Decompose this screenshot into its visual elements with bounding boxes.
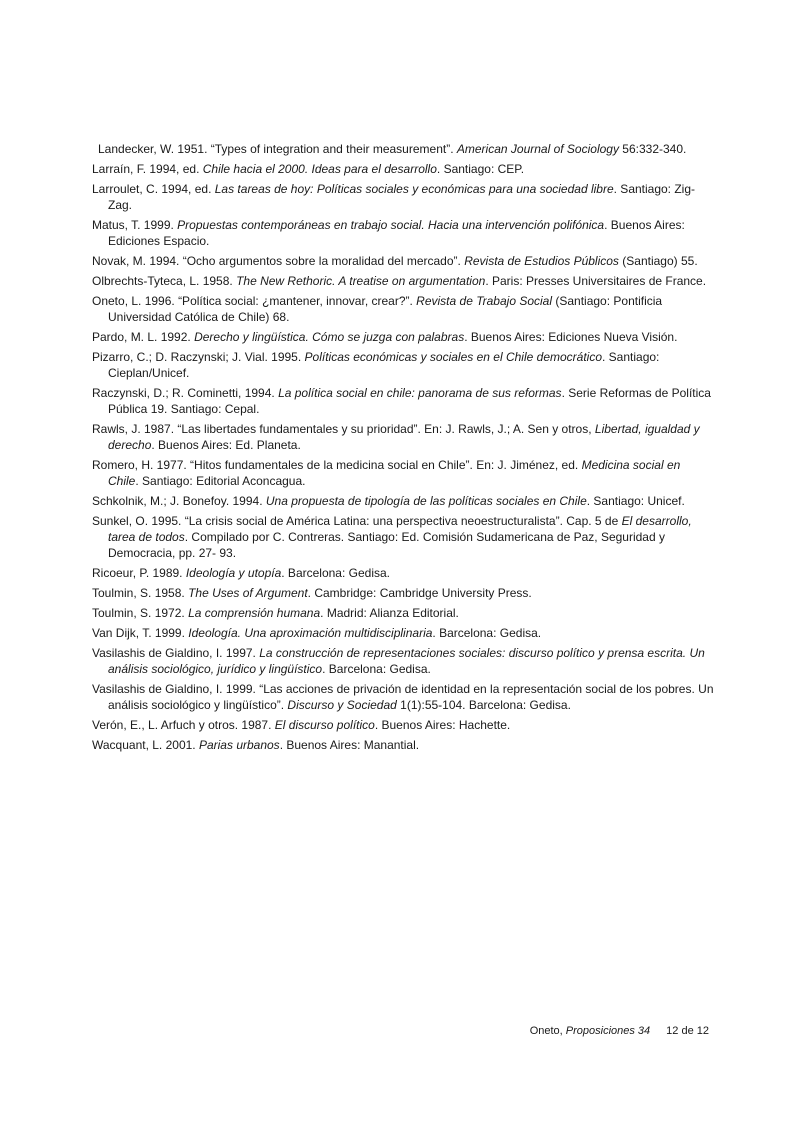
reference-entry	[92, 385, 714, 417]
reference-text: . Santiago: Unicef.	[586, 494, 685, 508]
reference-title: Ideología y utopía	[185, 566, 282, 580]
reference-text: Verón, E., L. Arfuch y otros. 1987.	[92, 718, 275, 732]
reference-list	[92, 141, 714, 757]
reference-text: Olbrechts-Tyteca, L. 1958.	[92, 274, 237, 288]
reference-title: El discurso político	[274, 718, 375, 732]
reference-text: 1(1):55-104. Barcelona: Gedisa.	[396, 698, 571, 712]
reference-text: Vasilashis de Gialdino, I. 1999. “Las acciones de privación de identidad en la representación social de los pobres. Un análisis sociológico y lingüístico”.	[92, 682, 714, 712]
reference-title: Medicina social en Chile	[108, 458, 681, 488]
reference-text: . Buenos Aires: Hachette.	[374, 718, 511, 732]
reference-title: Derecho y lingüística. Cómo se juzga con palabras	[194, 330, 465, 344]
reference-text: . Paris: Presses Universitaires de France.	[485, 274, 707, 288]
reference-entry	[92, 217, 714, 249]
reference-entry	[92, 181, 714, 213]
reference-title: Las tareas de hoy: Políticas sociales y económicas para una sociedad libre	[214, 182, 614, 196]
reference-text: . Barcelona: Gedisa.	[281, 566, 390, 580]
reference-title: Ideología. Una aproximación multidisciplinaria	[188, 626, 433, 640]
reference-text: (Santiago) 55.	[618, 254, 698, 268]
reference-title: Libertad, igualdad y derecho	[108, 422, 700, 452]
reference-entry	[92, 493, 714, 509]
reference-text: . Buenos Aires: Manantial.	[279, 738, 420, 752]
reference-text: Pardo, M. L. 1992.	[92, 330, 195, 344]
reference-entry	[92, 141, 714, 157]
reference-text: Larraín, F. 1994, ed.	[92, 162, 203, 176]
reference-entry	[92, 273, 714, 289]
reference-title: Una propuesta de tipología de las políticas sociales en Chile	[265, 494, 587, 508]
reference-title: Políticas económicas y sociales en el Chile democrático	[304, 350, 602, 364]
reference-title: Chile hacia el 2000. Ideas para el desarrollo	[202, 162, 437, 176]
reference-entry	[92, 293, 714, 325]
reference-title: The New Rethoric. A treatise on argumentation	[236, 274, 486, 288]
reference-text: . Barcelona: Gedisa.	[432, 626, 542, 640]
page-footer	[530, 1025, 709, 1037]
reference-title: Revista de Trabajo Social	[416, 294, 553, 308]
reference-text: Sunkel, O. 1995. “La crisis social de América Latina: una perspectiva neoestructuralista”. Cap. 5 de	[92, 514, 622, 528]
reference-text: Novak, M. 1994. “Ocho argumentos sobre la moralidad del mercado”.	[92, 254, 465, 268]
reference-entry	[92, 349, 714, 381]
reference-text: Vasilashis de Gialdino, I. 1997.	[92, 646, 260, 660]
reference-title: El desarrollo, tarea de todos	[108, 514, 692, 544]
reference-text: . Compilado por C. Contreras. Santiago: Ed. Comisión Sudamericana de Paz, Seguridad y Democracia, pp. 27- 93.	[108, 530, 665, 560]
footer-author: Oneto,	[529, 1025, 566, 1037]
reference-text: Toulmin, S. 1972.	[92, 606, 189, 620]
reference-entry	[92, 625, 714, 641]
reference-title: La política social en chile: panorama de sus reformas	[278, 386, 562, 400]
reference-text: Schkolnik, M.; J. Bonefoy. 1994.	[92, 494, 266, 508]
reference-text: . Cambridge: Cambridge University Press.	[307, 586, 532, 600]
reference-title: La construcción de representaciones sociales: discurso político y prensa escrita. Un análisis sociológico, jurídico y lingüístico	[108, 646, 705, 676]
reference-text: Oneto, L. 1996. “Política social: ¿mantener, innovar, crear?”.	[92, 294, 417, 308]
reference-text: Raczynski, D.; R. Cominetti, 1994.	[92, 386, 279, 400]
reference-entry	[92, 457, 714, 489]
reference-title: Parias urbanos	[198, 738, 280, 752]
footer-page-number: 12 de 12	[666, 1025, 709, 1037]
reference-title: American Journal of Sociology	[456, 142, 619, 156]
reference-text: . Santiago: Cieplan/Unicef.	[108, 350, 660, 380]
footer-journal: Proposiciones 34	[565, 1025, 651, 1037]
reference-text: Rawls, J. 1987. “Las libertades fundamentales y su prioridad”. En: J. Rawls, J.; A. Sen y otros,	[92, 422, 595, 436]
reference-entry	[92, 513, 714, 561]
reference-entry	[92, 645, 714, 677]
reference-text: Wacquant, L. 2001.	[92, 738, 199, 752]
reference-entry	[92, 737, 714, 753]
reference-entry	[92, 605, 714, 621]
reference-entry	[92, 161, 714, 177]
reference-text: Pizarro, C.; D. Raczynski; J. Vial. 1995.	[92, 350, 305, 364]
reference-text: . Madrid: Alianza Editorial.	[320, 606, 459, 620]
reference-title: Discurso y Sociedad	[287, 698, 397, 712]
reference-text: . Santiago: Editorial Aconcagua.	[135, 474, 306, 488]
reference-text: Van Dijk, T. 1999.	[92, 626, 189, 640]
reference-text: . Barcelona: Gedisa.	[322, 662, 431, 676]
reference-entry	[92, 681, 714, 713]
reference-text: . Buenos Aires: Ed. Planeta.	[151, 438, 301, 452]
reference-text: Matus, T. 1999.	[92, 218, 178, 232]
reference-entry	[92, 717, 714, 733]
reference-title: Propuestas contemporáneas en trabajo social. Hacia una intervención polifónica	[177, 218, 605, 232]
reference-text: . Buenos Aires: Ediciones Espacio.	[108, 218, 685, 248]
reference-text: . Buenos Aires: Ediciones Nueva Visión.	[464, 330, 678, 344]
reference-entry	[92, 565, 714, 581]
reference-text: Landecker, W. 1951. “Types of integration and their measurement”.	[98, 142, 457, 156]
reference-title: La comprensión humana	[188, 606, 321, 620]
reference-entry	[92, 253, 714, 269]
reference-text: Larroulet, C. 1994, ed.	[92, 182, 215, 196]
reference-title: Revista de Estudios Públicos	[464, 254, 619, 268]
reference-text: 56:332-340.	[618, 142, 687, 156]
reference-text: Romero, H. 1977. “Hitos fundamentales de la medicina social en Chile”. En: J. Jiménez, ed.	[92, 458, 582, 472]
reference-entry	[92, 585, 714, 601]
reference-entry	[92, 421, 714, 453]
reference-text: . Santiago: Zig-Zag.	[108, 182, 696, 212]
reference-entry	[92, 329, 714, 345]
reference-text: Toulmin, S. 1958.	[92, 586, 189, 600]
reference-text: . Serie Reformas de Política Pública 19. Santiago: Cepal.	[108, 386, 711, 416]
reference-text: . Santiago: CEP.	[436, 162, 525, 176]
reference-text: (Santiago: Pontificia Universidad Católica de Chile) 68.	[108, 294, 663, 324]
reference-text: Ricoeur, P. 1989.	[92, 566, 186, 580]
reference-title: The Uses of Argument	[188, 586, 308, 600]
